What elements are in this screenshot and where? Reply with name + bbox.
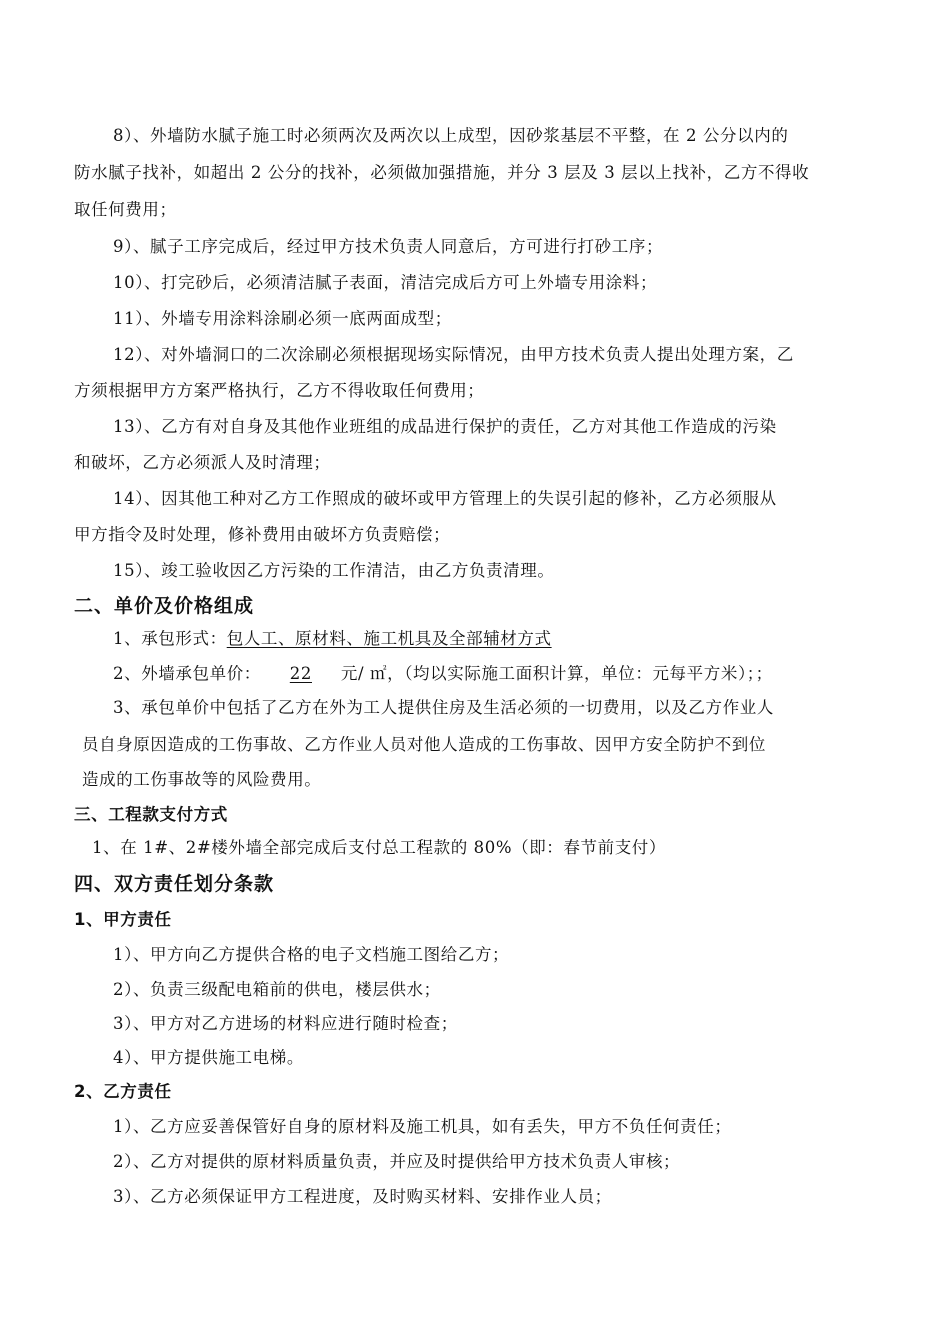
party-a-item-3: 3）、甲方对乙方进场的材料应进行随时检查； [113, 1014, 458, 1033]
clause-8-line-2: 防水腻子找补，如超出 2 公分的找补，必须做加强措施，并分 3 层及 3 层以上找补，乙方不得收 [74, 163, 810, 182]
contract-form-label: 1、承包形式： [113, 629, 227, 648]
clause-8-line-3: 取任何费用； [74, 200, 177, 219]
pricing-item-3-line-2: 员自身原因造成的工伤事故、乙方作业人员对他人造成的工伤事故、因甲方安全防护不到位 [82, 735, 766, 754]
payment-item-1: 1、在 1#、2#楼外墙全部完成后支付总工程款的 80%（即：春节前支付） [92, 838, 667, 857]
section-4-heading: 四、双方责任划分条款 [74, 873, 275, 895]
clause-14-line-1: 14）、因其他工种对乙方工作照成的破坏或甲方管理上的失误引起的修补，乙方必须服从 [113, 489, 777, 508]
party-b-item-3: 3）、乙方必须保证甲方工程进度，及时购买材料、安排作业人员； [113, 1187, 612, 1206]
clause-9: 9）、腻子工序完成后，经过甲方技术负责人同意后，方可进行打砂工序； [113, 237, 664, 256]
clause-10: 10）、打完砂后，必须清洁腻子表面，清洁完成后方可上外墙专用涂料； [113, 273, 658, 292]
clause-13-line-1: 13）、乙方有对自身及其他作业班组的成品进行保护的责任，乙方对其他工作造成的污染 [113, 417, 777, 436]
party-a-item-1: 1）、甲方向乙方提供合格的电子文档施工图给乙方； [113, 945, 510, 964]
unit-price-suffix: 元/ ㎡，（均以实际施工面积计算，单位：元每平方米）；； [340, 664, 773, 683]
unit-price-label: 2、外墙承包单价： [113, 664, 261, 683]
unit-price-value: 22 [289, 664, 312, 683]
section-2-heading: 二、单价及价格组成 [74, 595, 255, 617]
section-3-heading: 三、工程款支付方式 [74, 805, 228, 824]
clause-8-line-1: 8）、外墙防水腻子施工时必须两次及两次以上成型，因砂浆基层不平整，在 2 公分以内的 [113, 126, 789, 145]
clause-12-line-2: 方须根据甲方方案严格执行，乙方不得收取任何费用； [74, 381, 485, 400]
clause-12-line-1: 12）、对外墙洞口的二次涂刷必须根据现场实际情况，由甲方技术负责人提出处理方案，乙 [113, 345, 794, 364]
contract-form-value: 包人工、原材料、施工机具及全部辅材方式 [226, 629, 552, 648]
pricing-item-3-line-3: 造成的工伤事故等的风险费用。 [82, 770, 322, 789]
party-a-item-4: 4）、甲方提供施工电梯。 [113, 1048, 304, 1067]
pricing-item-2 [113, 664, 773, 684]
party-b-heading: 2、乙方责任 [74, 1082, 172, 1101]
pricing-item-1 [113, 629, 552, 649]
party-a-item-2: 2）、负责三级配电箱前的供电，楼层供水； [113, 980, 441, 999]
pricing-item-3-line-1: 3、承包单价中包括了乙方在外为工人提供住房及生活必须的一切费用，以及乙方作业人 [113, 698, 774, 717]
clause-14-line-2: 甲方指令及时处理，修补费用由破坏方负责赔偿； [74, 525, 451, 544]
clause-13-line-2: 和破坏，乙方必须派人及时清理； [74, 453, 331, 472]
party-b-item-2: 2）、乙方对提供的原材料质量负责，并应及时提供给甲方技术负责人审核； [113, 1152, 681, 1171]
party-a-heading: 1、甲方责任 [74, 910, 172, 929]
clause-11: 11）、外墙专用涂料涂刷必须一底两面成型； [113, 309, 452, 328]
party-b-item-1: 1）、乙方应妥善保管好自身的原材料及施工机具，如有丢失，甲方不负任何责任； [113, 1117, 732, 1136]
clause-15: 15）、竣工验收因乙方污染的工作清洁，由乙方负责清理。 [113, 561, 555, 580]
